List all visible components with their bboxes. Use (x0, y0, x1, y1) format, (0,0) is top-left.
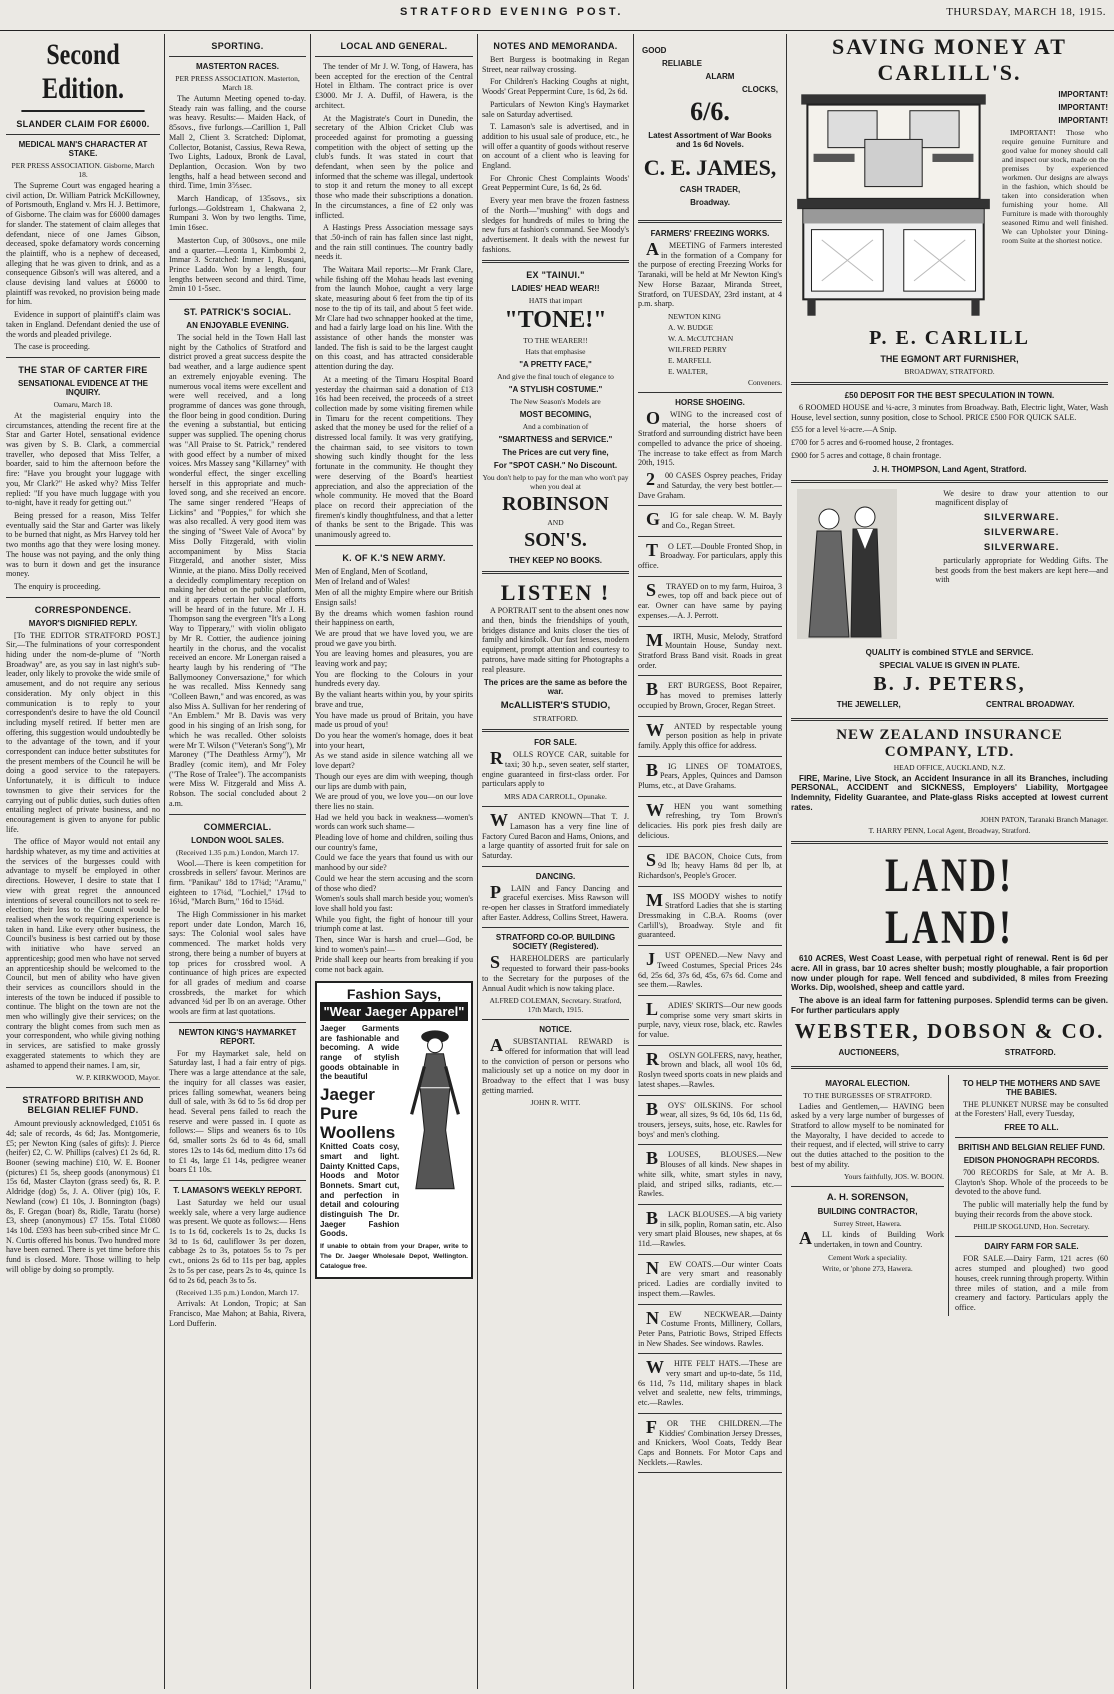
advert-text: Jaeger Garments are fashionable and becoming. A wide range of stylish goods obtainable in the beautiful (320, 1023, 400, 1082)
advert-title: Fashion Says, (346, 985, 442, 1002)
james-name: C. E. JAMES, (643, 155, 777, 180)
ad-line: GOOD (642, 46, 667, 55)
advert-title: "Wear Jaeger Apparel" (320, 1002, 468, 1021)
thomson-list (791, 425, 1108, 460)
article-paragraph: Arrivals: At London, Tropic; at San Francisco, Mae Mahon; at Bahia, Rivera, Lord Dufferin. (169, 1299, 306, 1328)
classified-ad: BLOUSES, BLOUSES.—New Blouses of all kinds. New shapes in white silk, white, smart styles in navy, plaid, and striped silks, radiants, etc.—Rawles. (638, 1148, 782, 1199)
divider (482, 1019, 629, 1020)
carlill-sub: THE EGMONT ART FURNISHER, (880, 354, 1019, 364)
dateline: (Received 1.35 p.m.) London, March 17. (176, 1288, 299, 1298)
article-paragraph: The Waitara Mail reports:—Mr Frank Clare, while fishing off the Mohau heads last evening from the launch Mohoe, caught a very large skate, measuring about 6 feet from the tip of its nose to the tip of its tail, and about 5 feet wide. Mr Clare had two schnapper hooked at the time, and had a fairly large load on his line. With the assistance of other hands the monster was landed. The fish is said to be the largest caught on this coast, and has attracted considerable attention during the day. (315, 265, 473, 372)
divider (955, 1137, 1108, 1138)
divider (638, 1095, 782, 1096)
brand-name: Woollens (320, 1123, 396, 1143)
article-paragraph: At a meeting of the Timaru Hospital Board yesterday the chairman said a donation of £13 16s had been received, the proceeds of a street collection made by some visiting firemen while in Timaru for the recent competitions. They asked that the money be used for the relief of a distressed local family. It was very gratifying, the chairman said, to see visitors to town showing such kindly thought for the less fortunate in the community. He thought they were deserving of the Board's heartiest appreciation, and also the appreciation of the whole community. He moved that the Board place on record their appreciation of the firemen's kindly thoughtfulness, and that a letter of thanks be sent to the Brigade. This was unanimously agreed to. (315, 374, 473, 540)
poem-line: We are proud that we have loved you, we are proud we gave you birth. (315, 628, 473, 648)
fund-head: BRITISH AND BELGIAN RELIEF FUND. (958, 1142, 1105, 1152)
carlill-name: P. E. CARLILL (869, 327, 1030, 349)
ad-line: The New Season's Models are (510, 397, 601, 407)
headline-fire: THE STAR OF CARTER FIRE (18, 364, 148, 375)
article-paragraph: At the magisterial enquiry into the circumstances, attending the recent fire at the Star and Garter Hotel, sensational evidence was given by S. B. Clark, a commercial traveller, who deposed that Miss Telfer, a boarder, said to him the afternoon before the fire: "Have you brought your luggage with you, Mr Clark?" He asked why? Miss Telfer replied: "If you have much luggage with you to-night, have it ready for getting out." (6, 410, 160, 508)
important-label: IMPORTANT! (1058, 90, 1108, 99)
firm-name: SON'S. (524, 529, 587, 552)
ad-line: Hats that emphasise (525, 347, 586, 357)
poem-line: Pleading love of home and children, soiling thus our country's fame, (315, 833, 473, 852)
divider (638, 1254, 782, 1255)
carlill-head: CARLILL'S. (877, 60, 1022, 85)
ad-text: SHAREHOLDERS are particularly requested to forward their pass-books to the Secretary for the purposes of the Annual Audit which is now taking place. (482, 952, 629, 993)
ad-text: The public will materially help the fund by buying their records from the above stock. (955, 1200, 1108, 1219)
divider (791, 841, 1108, 844)
poem-line: Had we held you back in weakness—women's words can work such shame— (315, 812, 473, 832)
note-item: Particulars of Newton King's Haymarket sale on Saturday advertised. (482, 99, 629, 119)
ad-sign: Conveners. (748, 377, 782, 387)
dateline: Oamaru, March 18. (53, 399, 113, 409)
ad-line: Write, or 'phone 273, Hawera. (822, 1263, 913, 1273)
subhead-haymarket: NEWTON KING'S HAYMARKET REPORT. (178, 1027, 297, 1046)
convener-name: W. A. McCUTCHAN (668, 333, 734, 343)
headline-st-patricks: ST. PATRICK'S SOCIAL. (183, 307, 292, 318)
webster-name: WEBSTER, DOBSON & CO. (794, 1018, 1105, 1043)
brand-name: Pure (320, 1104, 358, 1124)
ad-text: ROLLS ROYCE CAR, suitable for taxi; 30 h.p., seven seater, self starter, engine guaranteed in first-class order. For particulars apply to (482, 748, 629, 789)
article-paragraph: Being pressed for a reason, Miss Telfer eventually said the Star and Garter was likely to be burned that night, as Mrs Harvey told her two months ago that they were losing money. The house was not paying, and the only thing was to burn it down and get the insurance money. (6, 510, 160, 579)
ad-line: "SMARTNESS and SERVICE." (498, 435, 613, 445)
ad-sign: MRS ADA CARROLL, Opunake. (504, 792, 607, 802)
listing-item: £700 for 5 acres and 6-roomed house, 2 frontages. (791, 438, 954, 448)
divider (482, 260, 629, 263)
peters-quality: QUALITY is combined STYLE and SERVICE. (865, 647, 1034, 657)
headline-correspondence: CORRESPONDENCE. (34, 604, 132, 615)
edison-head: EDISON PHONOGRAPH RECORDS. (963, 1155, 1100, 1165)
article-paragraph: The office of Mayor would not entail any hardship whatever, as my time and activities at the services of the burgesses could with advantage to myself be employed in other directions. However, I desire to state that I view with great regret the announced intentions of several councillors not to seek re-election; their loss to the Council would be realised when the work requiring experience is taken in hand. Like every other business, the Council's business is best carried out by those with initiative who have served an apprenticeship; good men who have not served an apprenticeship should be welcomed to the Council, but men of ability who have given their services as councillors should in the interests of the town be induced if possible to continue. The blight on the town are not the men who willingly give their services; on the contrary the blight comes from such men as your correspondent, who while giving nothing in services, are satisfied to make grossly exaggerated statements to which they are ashamed to append their names. I am, sir, (6, 837, 160, 1070)
bottom-split (791, 1075, 1108, 1316)
ad-text: IMPORTANT! Those who require genuine Furniture and good value for money should call and inspect our stock, made on the premises by experienced workmen. Our designs are always in the fashion, which should be taken into consideration when furnishing your home. All Furniture is made with thoroughly seasoned Rimu and well finished. We can Upholster your Dining-room Suite at the shortest notice. (1002, 128, 1108, 245)
ad-line: STRATFORD. (1004, 1047, 1056, 1057)
divider (315, 545, 473, 546)
peters-sub (791, 696, 1108, 712)
subhead-races: MASTERTON RACES. (196, 62, 279, 71)
poem-line: Could we hear the stern accusing and the scorn of those who died? (315, 873, 473, 893)
clock-advert (638, 38, 782, 214)
ad-line: The prices are the same as before the war. (483, 678, 628, 697)
classified-ad: BIG LINES OF TOMATOES, Pears, Apples, Quinces and Damson Plums, etc., at Dave Grahams. (638, 759, 782, 791)
classified-ad: WHEN you want something refreshing, try Tom Brown's delicacies. His pork pies fresh daily are delicious. (638, 799, 782, 840)
divider (638, 1413, 782, 1414)
ad-sign: JOHN R. WITT. (530, 1098, 581, 1108)
divider (169, 1022, 306, 1023)
convener-name: A. W. BUDGE (668, 322, 714, 332)
ad-text: PLAIN and Fancy Dancing and graceful exercises. Miss Rawson will re-open her classes in Stratford immediately after Easter. Address, Collins Street, Hawera. (482, 881, 629, 922)
poem-line: By the dreams which women fashion round their happiness on earth, (315, 608, 473, 628)
article-paragraph: The Autumn Meeting opened to-day. Steady rain was falling, and the course was heavy. Results:— Maiden Hack, of 85sovs., five furlongs.—Carillion 1, Pall Mall 2, Client 3. Scratched: Diplomat, Collector, Botanist, Cassius, Rewa Rewa, Two Lights, Ladoux, Bronk de Laval, Deplantion, Occasion. Won by two lengths, half a head between second and third. Time, 1min 3⅖sec. (169, 94, 306, 191)
poem-line: Women's souls shall march beside you; women's love shall hold you fast: (315, 894, 473, 913)
advert-footer: If unable to obtain from your Draper, write to The Dr. Jaeger Wholesale Depot, Wellington. Catalogue free. (320, 1243, 468, 1270)
ad-line: You don't help to pay for the man who won't pay when you deal at (482, 473, 629, 492)
note-item: Every year men brave the frozen fastness of the North—"mushing" with dogs and sledges for hundreds of miles to bring the new furs at fashion's command. See Moody's advertisement. It deals with the newest fur fashions. (482, 196, 629, 254)
sorensen-addr: Surrey Street, Hawera. (833, 1219, 902, 1229)
divider (482, 571, 629, 574)
article-paragraph: The social held in the Town Hall last night by the Catholics of Stratford and district proved a great success despite the bad weather, and a large audience spent an extremely enjoyable evening. The numerous vocal items were excellent and were well received, and a long programme of dances was gone through, the floor being in good condition. During the evening a substantial, but enticing supper was supplied. The opening chorus was "All Praise to St. Patrick," rendered with good effect by a number of mixed voices. Mrs Massey sang "Killarney" with wonderful effect, the singer excelling herself in this appropriate and much-loved song, and she received an encore. The same singer rendered "Heaps of Lickins" and "Poppies," for which she was also recalled. A very good item was the singing of "Sweet Vale of Avoca" by Miss Dolly Fitzgerald, with violin accompaniment by Miss Stacia Fitzgerald, and another sister, Miss Winnie, at the piano. Miss Dolly received a decidedly complimentary reception on making her debut on the public platform, and it appears certain her vocal efforts will be heard of in the future. Mr J. H. Thompson sang the evergreen "It's a Long Way to Tipperary," with violin obligato by Mr R. Cottier, the audience joining heartily in the chorus, and the vocalist received an encore. Mr Lonergan raised a hearty laugh by his rendering of "The Ballymooney Conversazione," for which he was recalled. Miss Kennedy sang "Colleen Bawn," and was encored, as was also Miss A. Sullivan for her rendering of "An Emblem." Mr B. Davis was very good in his singing of an Irish song, for which he was recalled. Other soloists were Mr T. Wilson ("Veteran's Song"), Mr Maroney ("The Deathless Army"), Mr Bradley (comic item), and Mr Foley ("The Rose of Tralee"). The accompanists were Miss W. Fitzgerald and Miss A. Robson. The social concluded about 2 a.m. (169, 333, 306, 808)
classifieds-list (638, 471, 782, 1473)
ad-line: Cement Work a speciality. (828, 1252, 907, 1262)
article-paragraph: For my Haymarket sale, held on Saturday last, I had a fair entry of pigs. There was a large attendance at the sale, the inquiry for all classes was easier, prices falling somewhat, weaners being dull of sale, with 3s 6d to 5s 6d drop per head. Several pens failed to reach the reserve and were passed in. I quote as follows:— Slips and weaners 6s to 10s 6d, smaller sorts 2s 6d to 4s 6d, small stores 12s to 14s 6d, medium ditto 17s 6d to £1 4s, large £1 14s, pedigree weaner boars £1 10s. (169, 1048, 306, 1175)
advert-text: Knitted Coats cosy, smart and light. Dainty Knitted Caps, Hoods and Motor Bonnets. Smart cut, and perfection in detail and colouring distinguish The Dr. Jaeger Fashion Goods. (320, 1142, 400, 1239)
land-head: LAND! LAND! (885, 849, 1014, 955)
nz-office: HEAD OFFICE, AUCKLAND, N.Z. (893, 762, 1006, 772)
classified-ad: FOR THE CHILDREN.—The Kiddies' Combination Jersey Dresses, and Knickers, Wool Coats, Teddy Bear Caps and Bonnets. For Motor Caps and Necklets.—Rawles. (638, 1416, 782, 1467)
ad-line: The Prices are cut very fine, (502, 448, 609, 458)
ad-line: CLOCKS, (742, 85, 778, 94)
article-paragraph: The High Commissioner in his market report under date London, March 16, says: The Colonial wool sales have commenced. The market holds very strong, there being a number of buyers at top prices for crossbred wool. A continuance of high prices are expected for all grades of medium and coarse crossbreds, the market for which advanced ¼d per lb on an average. Other wools are firm at last quotations. (169, 910, 306, 1017)
ad-text: FOR SALE.—Dairy Farm, 121 acres (60 acres stumped and ploughed) two good houses, creek running through property. Within three miles of station, and a mile from creamery and factory. Particulars apply the office. (955, 1254, 1108, 1312)
article-paragraph: The tender of Mr J. W. Tong, of Hawera, has been accepted for the erection of the Central Hotel in Eltham. The contract price is over £3000. Mr J. A. Duffil, of Hawera, is the architect. (315, 62, 473, 110)
ad-sign: ALFRED COLEMAN, Secretary. Stratford, 17th March, 1915. (489, 996, 622, 1015)
ad-line: MOST BECOMING, (519, 410, 592, 420)
convener-name: NEWTON KING (668, 311, 721, 321)
ad-text: ASUBSTANTIAL REWARD is offered for information that will lead to the conviction of person or persons who maliciously set up a notice on my door in Broadway to the effect that I was busy getting married. (482, 1035, 629, 1095)
dateline: PER PRESS ASSOCIATION. Masterton, March 18. (175, 74, 300, 92)
studio-name: McALLISTER'S STUDIO, (500, 700, 611, 712)
poem-line: You have made us proud of Britain, you have made us proud of you! (315, 710, 473, 730)
divider (638, 1204, 782, 1205)
column-6 (787, 34, 1112, 1689)
carlill-body (791, 86, 1108, 327)
farmers-head: FARMERS' FREEZING WORKS. (650, 229, 770, 238)
listing-item: £55 for a level ¼-acre.—A Snip. (791, 425, 897, 435)
dateline: (Received 1.35 p.m.) London, March 17. (176, 847, 299, 857)
dancing-head: DANCING. (535, 871, 576, 881)
convener-name: WILFRED PERRY (668, 344, 727, 354)
headline-local: LOCAL AND GENERAL. (340, 41, 448, 51)
headline-slander: SLANDER CLAIM FOR £6000. (16, 119, 150, 129)
ad-text: 610 ACRES, West Coast Lease, with perpetual right of renewal. Rent is 6d per acre. All in grass, bar 10 acres shelter bush; mostly ploughable, a fair proportion now under plough for rape. Well fenced and subdivided, 8 miles from Freezing Works. Dip, woolshed, sheep and cattle yard. (791, 954, 1108, 993)
silverware-label: SILVERWARE. (983, 541, 1060, 553)
article-paragraph: March Handicap, of 135sovs., six furlongs.—Goldstream 1, Chakwana 2, Rumpani 3. Won by two lengths. Time, 1min 16sec. (169, 194, 306, 233)
ad-text: FIRE, Marine, Live Stock, an Accident Insurance in all its Branches, including PERSONAL, ACCIDENT and SICKNESS, Employers' Liability, Mortgagee Indemnity, Fidelity Guarantee, and Plate-glass Risks accepted at lowest current rates. (791, 773, 1108, 812)
poem-line: Men of England, Men of Scotland, (315, 566, 428, 576)
important-label: IMPORTANT! (1058, 116, 1108, 125)
divider (638, 675, 782, 676)
column-5 (634, 34, 786, 1689)
ad-text: Ladies and Gentlemen,— HAVING been asked by a very large number of burgesses of Stratford to allow myself to be nominated for the Mayoralty, I have decided to accede to their request, and if elected, will strive to carry out the duties attached to the position to the best of my ability. (791, 1101, 944, 1169)
article-paragraph: The Supreme Court was engaged hearing a civil action, Dr. William Patrick McKillowney, of Portsmouth, England v. Mrs H. J. Bettimore, of Gisborne. The claim was for £6000 damages for slander. The statement of claim alleges that defendant, niece of one James Gibson, deceased, spoke defamatory words concerning the plaintiff, who is a nephew of deceased, alleging that he was given to drink, and as a consequence Gibson's will was altered, and a clause devising land values at £6000 to plaintiff was revoked, no provision being made for him. (6, 181, 160, 307)
classified-ad: WANTED by respectable young person position as help in private family. Apply this office for address. (638, 719, 782, 750)
ad-text: We desire to draw your attention to our magnificent display of (935, 488, 1108, 508)
classified-ad: BOYS' OILSKINS. For school wear, all sizes, 9s 6d, 10s 6d, 11s 6d, trousers, jerseys, suits, hose, etc. Rawles for boys' and men's clothing. (638, 1098, 782, 1139)
article-paragraph: [To THE EDITOR STRATFORD POST.] Sir,—The fulminations of your correspondent hiding under the nom-de-plume of "North Broadway" are, as you say in last night's sub-leader, only likely to provoke the wide smile of amusement, and do not require any serious consideration. My only object in this communication is to reply to your correspondent's desire to have the old Council including myself retired. If better men are offering, this suggestion would undoubtedly be to the advantage of the town, and if your correspondent can induce better substitutes for the present members of the Council he will be doing a good service to the ratepayers. Unfortunately, it is difficult to induce townsmen to give their services for the carrying out of public duties, such duties often entailing neglect of private business, and no encouragement is given to anyone for public life. (6, 630, 160, 834)
article-paragraph: The case is proceeding. (14, 342, 90, 352)
column-3 (311, 34, 477, 1689)
classified-ad: NEW COATS.—Our winter Coats are very smart and reasonably priced. Ladies are cordially invited to inspect them.—Rawles. (638, 1257, 782, 1298)
issue-date: THURSDAY, MARCH 18, 1915. (946, 6, 1106, 18)
divider (791, 718, 1108, 721)
divider (638, 886, 782, 887)
poem-line: Though our eyes are dim with weeping, though our lips are dumb with pain, (315, 771, 473, 791)
divider (638, 220, 782, 223)
classified-ad: JUST OPENED.—New Navy and Tweed Costumes, Special Prices 24s 6d, 25s 6d, 37s 6d, 45s, 67s 6d. Come and see them.—Rawles. (638, 949, 782, 990)
poem-line: You are flocking to the Colours in your hundreds every day. (315, 669, 473, 689)
ad-line: Broadway. (690, 198, 730, 207)
woman-illustration (403, 1024, 468, 1242)
ad-tone: "TONE!" (504, 307, 607, 334)
letter-signature: W. P. KIRKWOOD, Mayor. (75, 1073, 160, 1083)
ad-text: The above is an ideal farm for fattening purposes. Splendid terms can be given. For further particulars apply (791, 996, 1108, 1015)
ad-line: And a combination of (522, 422, 589, 432)
ad-line: TO THE WEARER!! (523, 336, 588, 346)
dateline: PER PRESS ASSOCIATION. Gisborne, March 18. (11, 161, 155, 179)
notes-list (482, 55, 629, 254)
classified-ad: 200 CASES Osprey peaches, Friday and Saturday, the very best bottler.—Dave Graham. (638, 469, 782, 500)
ad-sign: J. H. THOMPSON, Land Agent, Stratford. (872, 464, 1027, 474)
column-1 (2, 34, 164, 1689)
ad-sign: JOHN PATON, Taranaki Branch Manager. (980, 815, 1108, 825)
ad-line: Latest Assortment of War Books and 1s 6d Novels. (648, 131, 772, 149)
classified-ad: BLACK BLOUSES.—A big variety in silk, poplin, Roman satin, etc. Also very smart plaid Blouses, new shapes, at 6s 11d.—Rawles. (638, 1207, 782, 1249)
poem-line: Pride shall keep our hearts from breaking if you come not back again. (315, 955, 473, 975)
divider (791, 1066, 1108, 1069)
horse-head: HORSE SHOEING. (675, 397, 745, 407)
article-paragraph: At the Magistrate's Court in Dunedin, the secretary of the Albion Cricket Club was proceeded against for promoting a guessing competition with the object of setting up the club's funds. It was stated in court that defendant, when seen by the police and informed that the scheme was illegal, undertook to stop it and return the money to all except those who made their subscriptions a donation. In the circumstances, a fine of £2 only was inflicted. (315, 113, 473, 220)
ad-text: WANTED KNOWN—That T. J. Lamason has a very fine line of Factory Cured Bacon and Hams, Onions, and a large quantity of assorted fruit for sale on Saturday. (482, 810, 630, 860)
classified-ad: WHITE FELT HATS.—These are very smart and up-to-date, 5s 11d, 6s 11d, 7s 11d, military shapes in black velvet and sealette, new felts, trimmings, etc.—Rawles. (638, 1357, 782, 1408)
peters-special: SPECIAL VALUE IS GIVEN IN PLATE. (879, 660, 1020, 670)
ad-line: AUCTIONEERS, (838, 1047, 899, 1057)
dairy-head: DAIRY FARM FOR SALE. (984, 1242, 1079, 1252)
divider (638, 1472, 782, 1473)
firm-name: AND (547, 518, 564, 528)
poem-line: Then, since War is harsh and cruel—God, be kind to women's pain!— (315, 935, 473, 954)
divider (638, 1353, 782, 1354)
divider (482, 729, 629, 732)
ad-line: For "SPOT CASH." No Discount. (493, 461, 618, 471)
ad-text: ALL kinds of Building Work undertaken, in town and Country. (799, 1228, 944, 1250)
firm-slogan: THEY KEEP NO BOOKS. (508, 556, 603, 566)
silver-list (935, 512, 1108, 553)
divider (638, 756, 782, 757)
divider (169, 1180, 306, 1181)
tainui-head: EX "TAINUI." (526, 270, 585, 281)
peters-advert (791, 489, 1108, 644)
firm-name: ROBINSON (502, 493, 609, 516)
classified-ad: NEW NECKWEAR.—Dainty Costume Fronts, Millinery, Collars, Peter Pans, Patriotic Bows, Striped Effects in New Shades. See windows. Rawles. (638, 1307, 782, 1348)
divider (482, 866, 629, 867)
article-paragraph: Masterton Cup, of 300sovs., one mile and a quarter.—Leonta 1, Kimbombi 2, Immar 3. Scratched: Immer 1, Rusqani, Prince Laddo. Won by a length, four lengths between second and third. Time, 2min 10 1-5sec. (169, 235, 306, 294)
ad-line: CENTRAL BROADWAY. (986, 699, 1075, 709)
classified-ad: GIG for sale cheap. W. M. Bayly and Co., Regan Street. (646, 509, 782, 530)
classified-ad: MISS MOODY wishes to notify Stratford Ladies that she is starting Dressmaking in C.B.A. Rooms (over Carlill's), Broadway. Style and fit guaranteed. (638, 889, 782, 940)
article-paragraph: Evidence in support of plaintiff's claim was taken in England. Defendant denied the use of the words and pleaded privilege. (6, 310, 160, 339)
divider (638, 1045, 782, 1046)
thomson-head: £50 DEPOSIT FOR THE BEST SPECULATION IN TOWN. (844, 391, 1055, 400)
poem-line: Men of Ireland and of Wales! (315, 577, 411, 587)
ad-sign: T. HARRY PENN, Local Agent, Broadway, Stratford. (868, 826, 1031, 836)
divider (638, 576, 782, 577)
sideboard-illustration (791, 86, 996, 327)
babies-head: TO HELP THE MOTHERS AND SAVE THE BABIES. (962, 1078, 1101, 1097)
article-paragraph: Amount previously acknowledged, £1051 6s 4d; sale of records, 4s 6d; Jas. Montgomerie, £5; per Newton King (sales of gifts): J. Pierce (heifer) £2, C. W. Phillips (calves) £1 2s 6d, R. Booner (sewing machine) £10, W. E. Booner (pictures) £1 5s, sheep goods (anonymous) £1 15s 6d, Master Clayton (grass seed) 6s, R. P. Aldridge (dog) 5s, J. A. Oliver (pig) 10s, F. Newland (cow) £1 10s, J. Bonnington (bags) 8s, F. Gregan (boar) 8s, Ridle, Taratu (horse) £3, sheep (anonymous) £7 15s. Total £1080 14s 10d. £593 has been sub-cribed since Mr C. N. Curtis offered his bonus. Two hundred more have been earned. There is yet time before this fund is closed. More. Those willing to help will oblige by doing so promptly. (6, 1119, 160, 1274)
edition-title: Second Edition. (21, 38, 144, 112)
divider (638, 796, 782, 797)
carlill-addr: BROADWAY, STRATFORD. (904, 367, 995, 376)
silverware-label: SILVERWARE. (983, 511, 1060, 523)
subhead-slander: MEDICAL MAN'S CHARACTER AT STAKE. (18, 140, 148, 158)
farmers-names (638, 312, 782, 376)
ad-sign: PHILIP SKOGLUND, Hon. Secretary. (973, 1222, 1090, 1232)
divider (791, 480, 1108, 483)
subhead-st-patricks: AN ENJOYABLE EVENING. (186, 321, 289, 331)
studio-town: STRATFORD. (533, 714, 578, 724)
poem (315, 567, 473, 975)
sorensen-sub: BUILDING CONTRACTOR, (817, 1207, 918, 1217)
important-list (1002, 90, 1108, 125)
headline-notes: NOTES AND MEMORANDA. (493, 41, 618, 51)
classified-ad: TO LET.—Double Fronted Shop, in Broadway. For particulars, apply this office. (638, 539, 782, 571)
poem-line: While you fight, the fight of honour till your triumph come at last. (315, 914, 473, 934)
divider (482, 806, 629, 807)
carlill-head: SAVING MONEY AT (832, 34, 1067, 59)
article-paragraph: A Hastings Press Association message says that .50-inch of rain has fallen since last night, and the rain still continues. The country badly needs it. (315, 223, 473, 262)
classified-ad: SIDE BACON, Choice Cuts, from 9d lb; heavy Hams 8d per lb, at Richardson's, People's Grocer. (638, 849, 782, 880)
poem-line: As we stand aside in silence watching all we love depart? (315, 751, 473, 771)
coop-head: STRATFORD CO-OP. BUILDING SOCIETY (Registered). (495, 933, 616, 952)
divider (638, 995, 782, 996)
silverware-label: SILVERWARE. (983, 526, 1060, 538)
poem-line: Men of all the mighty Empire where our British Ensign sails! (315, 588, 473, 607)
masthead (0, 0, 1114, 31)
classified-ad: MIRTH, Music, Melody, Stratford Mountain House, Sunday next. Stratford Brass Band visit. Roads in great order. (638, 629, 782, 670)
ad-text: A PORTRAIT sent to the absent ones now and then, binds the friendships of youth, bridges distance and knits closer the ties of family and kinsfolk. Our fast lenses, modern equipment, prompt attention and courtesy to patrons, have made sitting for Photographs a real pleasure. (482, 606, 629, 674)
column-2 (165, 34, 310, 1689)
ad-text: particularly appropriate for Wedding Gifts. The best goods from the best makers are kept here—and with (935, 555, 1108, 585)
headline-sporting: SPORTING. (211, 41, 264, 51)
ad-line: "A STYLISH COSTUME." (508, 385, 603, 395)
divider (6, 357, 160, 358)
nz-insurance-head: NEW ZEALAND INSURANCE COMPANY, LTD. (836, 726, 1063, 760)
classified-ad: BERT BURGESS, Boot Repairer, has moved to premises latterly occupied by Brown, Grocer, Regan Street. (638, 679, 782, 710)
important-label: IMPORTANT! (1058, 103, 1108, 112)
babies-free: FREE TO ALL. (1004, 1122, 1059, 1132)
ad-sign: Yours faithfully, JOS. W. BOON. (843, 1172, 944, 1182)
ad-text: AMEETING of Farmers interested in the formation of a Company for the purpose of erecting Freezing Works for Taranaki, will be held at Mr Newton King's New Horse Bazaar, Miranda Street, Stratford, on TUESDAY, 23rd instant, at 4 p.m. sharp. (638, 239, 782, 309)
classified-ad: LADIES' SKIRTS—Our new goods comprise some very smart skirts in purple, navy, vieux rose, black, etc. Rawles for value. (638, 998, 782, 1040)
divider (315, 56, 473, 57)
forsale-head: FOR SALE. (534, 738, 577, 748)
divider (638, 505, 782, 506)
poem-line: Could we face the years that found us with our manhood by our side? (315, 853, 473, 873)
note-item: T. Lamason's sale is advertised, and in addition to his usual sale of produce, etc., he will offer a quantity of goods without reserve on account of a client who is leaving for England. (482, 122, 629, 171)
divider (482, 927, 629, 928)
divider (791, 1186, 944, 1187)
poem-line: You are leaving homes and pleasures, you are leaving work and pay; (315, 649, 473, 669)
headline-new-army: K. OF K.'S NEW ARMY. (342, 552, 446, 563)
clock-price: 6/6. (690, 97, 730, 126)
divider (638, 392, 782, 393)
poem-line: By the valiant hearts within you, by your spirits brave and true, (315, 690, 473, 709)
ad-line: "A PRETTY FACE," (519, 360, 592, 370)
poem-line: We are proud of you, we love you—on our love there lies no stain. (315, 792, 473, 811)
divider (6, 1087, 160, 1088)
subhead-lamason: T. LAMASON'S WEEKLY REPORT. (173, 1185, 302, 1195)
jaeger-advert (315, 981, 473, 1279)
notice-head: NOTICE. (539, 1025, 572, 1035)
divider (638, 1144, 782, 1145)
paper-title: STRATFORD EVENING POST. (400, 6, 624, 18)
couple-illustration (791, 489, 929, 644)
divider (638, 626, 782, 627)
ad-line: RELIABLE (662, 59, 702, 68)
ad-text: OWING to the increased cost of material, the horse shoers of Stratford and surrounding district have been compelled to advance the price of shoeing. The increase to take effect as from March 20th, 1915. (638, 407, 782, 468)
ad-text: 700 RECORDS for Sale, at Mr A. B. Clayton's Shop. Whole of the proceeds to be devoted to the above fund. (955, 1167, 1108, 1197)
ad-line: And give the final touch of elegance to (497, 372, 614, 382)
subhead-mayor: MAYOR'S DIGNIFIED REPLY. (28, 618, 138, 628)
brand-name: Jaeger (320, 1085, 375, 1105)
ad-line: ALARM (705, 72, 735, 81)
headline-relief-fund: STRATFORD BRITISH AND BELGIAN RELIEF FUND. (22, 1095, 144, 1116)
listing-item: £900 for 5 acres and cottage, 8 chain frontage. (791, 450, 942, 460)
divider (169, 299, 306, 300)
article-paragraph: Wool.—There is keen competition for crossbreds in sellers' favour. Merinos are firm. "Panikau" 18d to 17¼d; "Aramu," eighteen to 17¼d, "Lochiel," 17¼d to 16¼d, "March Burn," 16d to 15¼d. (169, 858, 306, 907)
divider (169, 56, 306, 57)
election-sub: TO THE BURGESSES OF STRATFORD. (803, 1090, 932, 1100)
ad-text: 6 ROOMED HOUSE and ¼-acre, 3 minutes from Broadway. Bath, Electric light, Water, Wash House, level section, sunny position, close to School. PRICE £500 FOR QUICK SALE. (791, 403, 1108, 422)
poem-line: Do you hear the women's homage, does it beat into your heart, (315, 731, 473, 750)
sorensen-name: A. H. SORENSON, (826, 1192, 909, 1204)
divider (955, 1236, 1108, 1237)
column-4 (478, 34, 633, 1689)
classified-ad: STRAYED on to my farm, Huiroa, 3 ewes, top off and back piece out of ear. Owner can have same by paying expenses.—A. J. Perrott. (638, 579, 782, 620)
divider (638, 846, 782, 847)
ad-text: THE PLUNKET NURSE may be consulted at the Foresters' Hall, every Tuesday, (955, 1099, 1108, 1119)
divider (6, 597, 160, 598)
subhead-fire: SENSATIONAL EVIDENCE AT THE INQUIRY. (18, 378, 148, 397)
convener-name: E. MARFELL (668, 355, 712, 365)
classified-ad: ROSLYN GOLFERS, navy, heather, brown and black, all wool 10s 6d, Roslyn tweed sports coats in new plaids and latest shapes.—Rawles. (638, 1048, 782, 1089)
headline-commercial: COMMERCIAL. (203, 821, 272, 832)
listen-head: LISTEN ! (500, 580, 611, 606)
article-paragraph: Last Saturday we held our usual weekly sale, where a very large audience was present. We quote as follows:— Hens 1s to 1s 6d, cockerels 1s to 2s, ducks 1s 3d to 1s 6d, cauliflower 3s per dozen, cabbage 2s to 3s, potatoes 5s to 7s per cwt., onions 2s 6d to 11s per bag, apples 2s to 5s per case, pears 2s to 4s, quince 1s 6d to 2s 6d, peach 3s to 5s. (169, 1197, 306, 1285)
divider (638, 536, 782, 537)
note-item: For Chronic Chest Complaints Woods' Great Peppermint Cure, 1s 6d, 2s 6d. (482, 173, 629, 193)
divider (638, 716, 782, 717)
article-paragraph: The enquiry is proceeding. (14, 581, 101, 591)
ad-line: HATS that impart (528, 296, 583, 306)
election-head: MAYORAL ELECTION. (825, 1078, 910, 1088)
convener-name: E. WALTER, (668, 366, 708, 376)
subhead-wool: LONDON WOOL SALES. (191, 835, 284, 845)
peters-name: B. J. PETERS, (873, 672, 1026, 695)
tainui-sub: LADIES' HEAD WEAR!! (511, 284, 600, 294)
divider (6, 134, 160, 135)
divider (638, 945, 782, 946)
note-item: Bert Burgess is bootmaking in Regan Street, near railway crossing. (482, 55, 629, 74)
divider (638, 1304, 782, 1305)
divider (169, 814, 306, 815)
divider (791, 382, 1108, 385)
ad-line: CASH TRADER, (679, 185, 741, 194)
webster-sub (791, 1044, 1108, 1060)
note-item: For Children's Hacking Coughs at night, Woods' Great Peppermint Cure, 1s 6d, 2s 6d. (482, 77, 629, 97)
ad-line: THE JEWELLER, (836, 699, 901, 709)
